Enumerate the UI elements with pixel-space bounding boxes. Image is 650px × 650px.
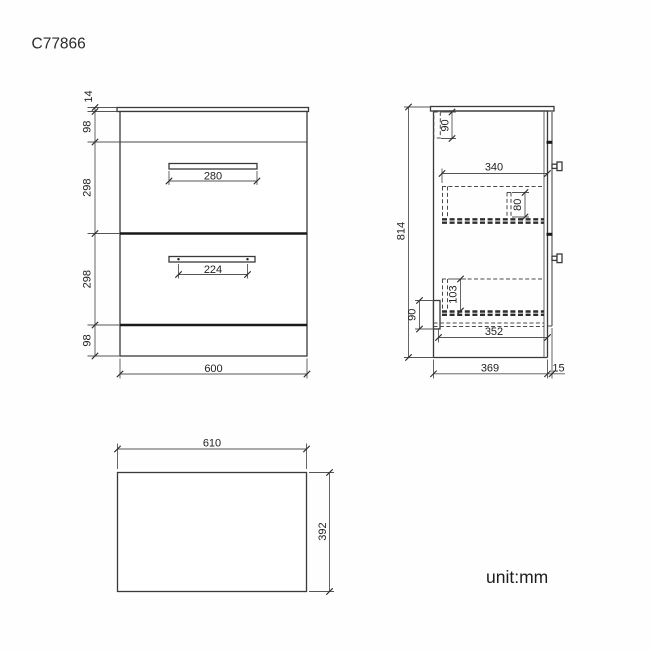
front-panel-gap-top <box>547 141 553 144</box>
front-dim-drawer2-height: 298 <box>81 270 94 289</box>
front-dim-handle1-width: 280 <box>203 170 223 183</box>
knob1-cap <box>557 162 562 171</box>
side-dim-drawer2-side: 103 <box>447 285 460 304</box>
side-knob-drawer2 <box>552 254 562 263</box>
product-code: C77866 <box>31 35 86 53</box>
front-dim-countertop-thickness: 14 <box>82 90 95 103</box>
unit-label: unit:mm <box>486 567 549 587</box>
handle-screw-left <box>177 258 179 260</box>
side-dim-cabinet-depth: 369 <box>480 362 500 375</box>
side-drawer2-runner <box>442 312 544 315</box>
handle-screw-right <box>246 258 248 260</box>
side-dim-drawer2-depth: 352 <box>484 326 504 338</box>
top-view <box>114 437 334 594</box>
side-dim-bottom-rail: 90 <box>406 308 419 321</box>
side-dim-top-rail: 90 <box>439 119 452 132</box>
front-dim-drawer1-height: 298 <box>81 178 94 197</box>
knob2-cap <box>557 254 562 263</box>
side-drawer1-hidden-outline <box>442 187 544 219</box>
side-countertop <box>431 107 555 112</box>
side-dim-drawer1-side: 80 <box>512 198 524 211</box>
front-view <box>82 90 311 378</box>
side-knob-drawer1 <box>552 162 562 171</box>
side-bottom-back-rail <box>434 301 441 330</box>
front-dim-top-section: 98 <box>81 120 94 133</box>
front-panel-gap-bottom <box>547 233 553 236</box>
knob1-stem <box>552 164 557 168</box>
front-dim-handle2-spacing: 224 <box>203 263 223 276</box>
front-drawer1-handle <box>169 164 257 170</box>
top-countertop-outline <box>118 473 307 592</box>
front-dim-plinth-height: 98 <box>81 334 94 347</box>
front-drawer2-handle <box>169 257 255 263</box>
side-drawer1-runner <box>442 219 544 222</box>
side-dim-overall-height: 814 <box>395 221 408 241</box>
side-drawer-front-strip <box>548 112 552 326</box>
side-dim-ticks <box>405 104 555 377</box>
side-cabinet-body <box>434 111 548 358</box>
side-view <box>396 104 566 379</box>
side-dim-front-thickness: 15 <box>552 362 565 375</box>
top-dim-width: 610 <box>202 437 222 450</box>
front-dim-overall-width: 600 <box>204 362 223 375</box>
top-dim-depth: 392 <box>317 522 329 541</box>
side-dim-drawer1-depth: 340 <box>484 161 504 174</box>
knob2-stem <box>552 256 557 260</box>
